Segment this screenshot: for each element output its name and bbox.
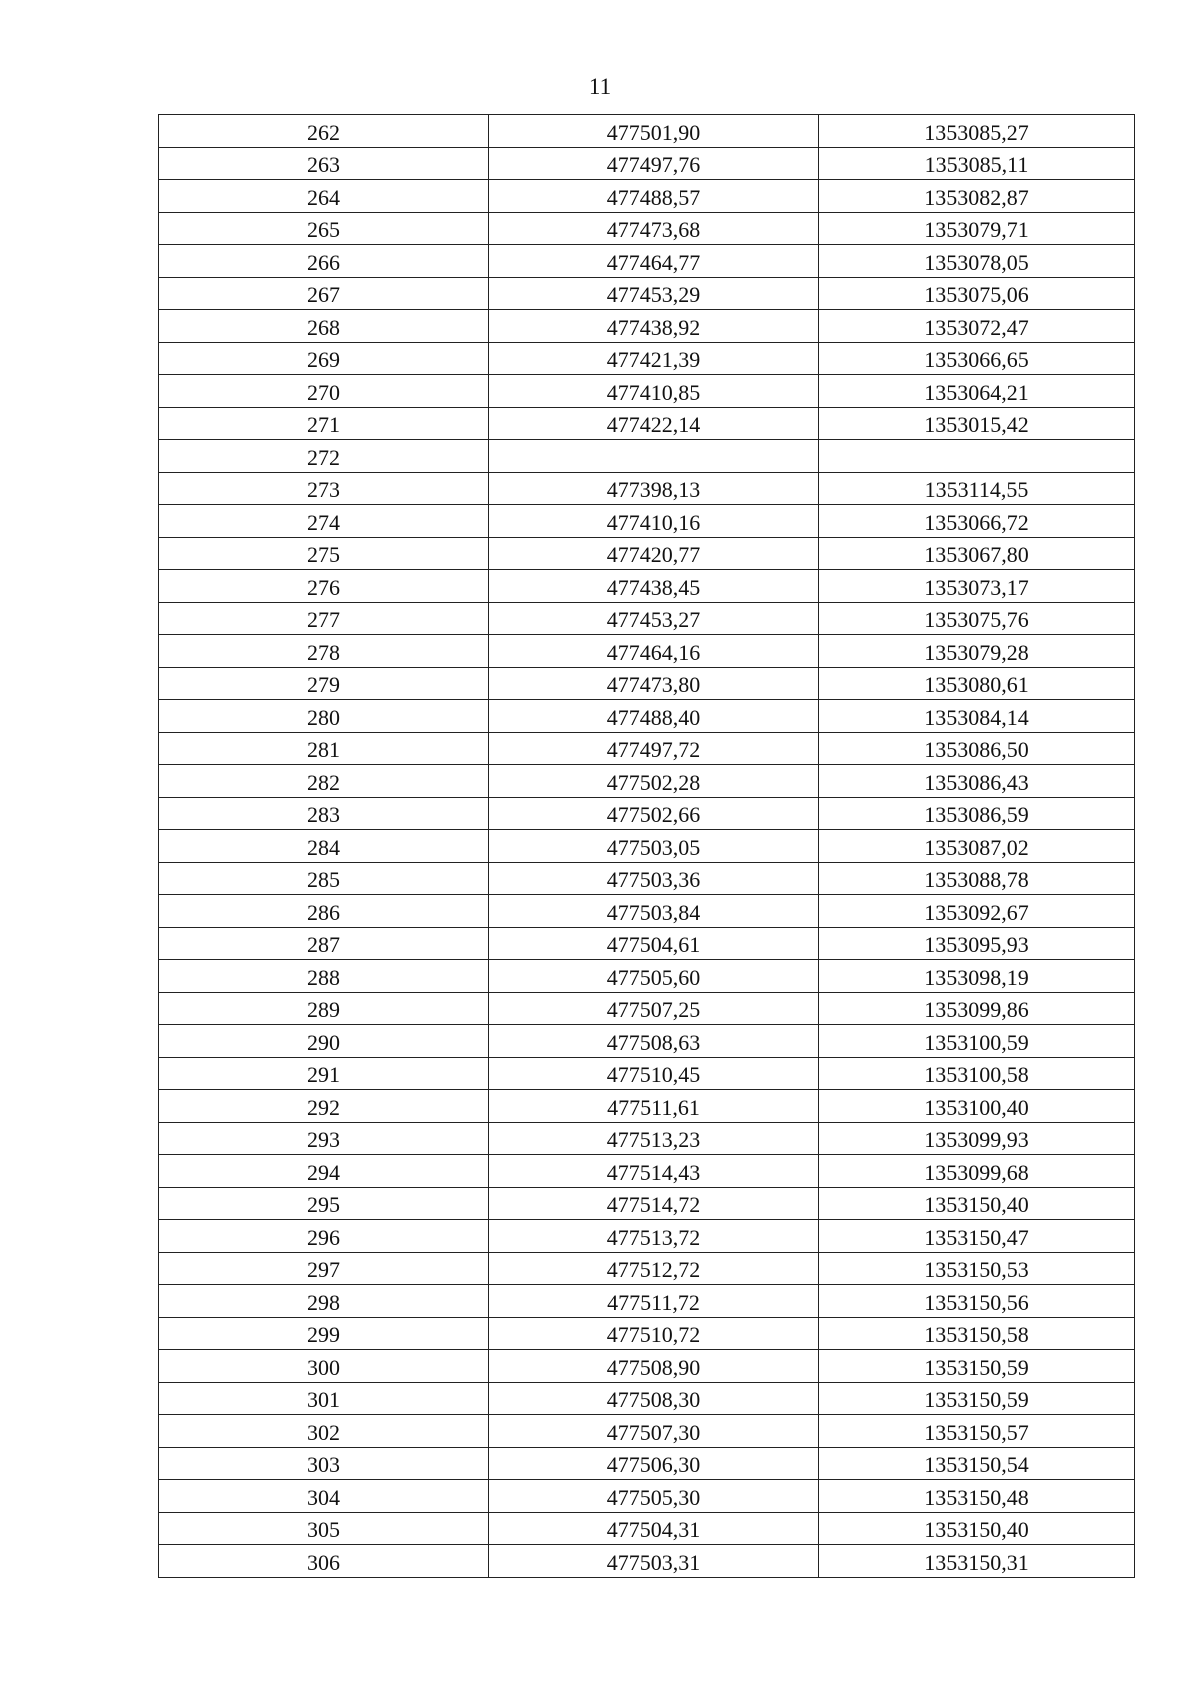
x-coordinate-cell: 477501,90 — [489, 115, 819, 148]
y-coordinate-cell: 1353082,87 — [819, 180, 1135, 213]
y-coordinate-cell: 1353084,14 — [819, 700, 1135, 733]
x-coordinate-cell: 477503,31 — [489, 1545, 819, 1578]
y-coordinate-cell: 1353100,58 — [819, 1057, 1135, 1090]
y-coordinate-cell: 1353075,06 — [819, 277, 1135, 310]
x-coordinate-cell: 477453,29 — [489, 277, 819, 310]
y-coordinate-cell: 1353085,11 — [819, 147, 1135, 180]
point-number-cell: 304 — [159, 1480, 489, 1513]
y-coordinate-cell: 1353066,65 — [819, 342, 1135, 375]
x-coordinate-cell: 477453,27 — [489, 602, 819, 635]
y-coordinate-cell: 1353098,19 — [819, 960, 1135, 993]
table-row — [159, 1025, 1135, 1058]
table-row — [159, 732, 1135, 765]
table-row — [159, 277, 1135, 310]
x-coordinate-cell: 477398,13 — [489, 472, 819, 505]
table-row — [159, 797, 1135, 830]
y-coordinate-cell: 1353086,43 — [819, 765, 1135, 798]
table-row — [159, 1122, 1135, 1155]
table-row — [159, 505, 1135, 538]
table-row — [159, 1155, 1135, 1188]
table-row — [159, 1415, 1135, 1448]
x-coordinate-cell: 477512,72 — [489, 1252, 819, 1285]
x-coordinate-cell: 477508,63 — [489, 1025, 819, 1058]
x-coordinate-cell: 477410,85 — [489, 375, 819, 408]
y-coordinate-cell: 1353150,40 — [819, 1187, 1135, 1220]
table-row — [159, 310, 1135, 343]
table-row — [159, 212, 1135, 245]
table-row — [159, 1187, 1135, 1220]
point-number-cell: 301 — [159, 1382, 489, 1415]
table-row — [159, 472, 1135, 505]
table-row — [159, 1090, 1135, 1123]
x-coordinate-cell: 477510,45 — [489, 1057, 819, 1090]
y-coordinate-cell: 1353114,55 — [819, 472, 1135, 505]
point-number-cell: 303 — [159, 1447, 489, 1480]
x-coordinate-cell: 477508,90 — [489, 1350, 819, 1383]
x-coordinate-cell: 477497,72 — [489, 732, 819, 765]
y-coordinate-cell: 1353150,54 — [819, 1447, 1135, 1480]
y-coordinate-cell: 1353099,68 — [819, 1155, 1135, 1188]
x-coordinate-cell: 477473,80 — [489, 667, 819, 700]
point-number-cell: 300 — [159, 1350, 489, 1383]
y-coordinate-cell: 1353072,47 — [819, 310, 1135, 343]
table-row — [159, 602, 1135, 635]
point-number-cell: 267 — [159, 277, 489, 310]
table-row — [159, 895, 1135, 928]
x-coordinate-cell: 477473,68 — [489, 212, 819, 245]
table-row — [159, 1382, 1135, 1415]
point-number-cell: 276 — [159, 570, 489, 603]
point-number-cell: 272 — [159, 440, 489, 473]
y-coordinate-cell: 1353100,59 — [819, 1025, 1135, 1058]
x-coordinate-cell: 477503,84 — [489, 895, 819, 928]
point-number-cell: 269 — [159, 342, 489, 375]
table-row — [159, 1447, 1135, 1480]
x-coordinate-cell: 477488,57 — [489, 180, 819, 213]
point-number-cell: 293 — [159, 1122, 489, 1155]
point-number-cell: 274 — [159, 505, 489, 538]
table-row — [159, 1285, 1135, 1318]
table-row — [159, 342, 1135, 375]
point-number-cell: 284 — [159, 830, 489, 863]
point-number-cell: 279 — [159, 667, 489, 700]
table-row — [159, 992, 1135, 1025]
y-coordinate-cell: 1353150,59 — [819, 1382, 1135, 1415]
point-number-cell: 268 — [159, 310, 489, 343]
point-number-cell: 299 — [159, 1317, 489, 1350]
table-row — [159, 830, 1135, 863]
table-row — [159, 537, 1135, 570]
x-coordinate-cell: 477505,30 — [489, 1480, 819, 1513]
x-coordinate-cell: 477506,30 — [489, 1447, 819, 1480]
x-coordinate-cell: 477504,31 — [489, 1512, 819, 1545]
y-coordinate-cell: 1353150,59 — [819, 1350, 1135, 1383]
y-coordinate-cell: 1353099,93 — [819, 1122, 1135, 1155]
x-coordinate-cell: 477497,76 — [489, 147, 819, 180]
point-number-cell: 295 — [159, 1187, 489, 1220]
y-coordinate-cell — [819, 440, 1135, 473]
y-coordinate-cell: 1353088,78 — [819, 862, 1135, 895]
y-coordinate-cell: 1353080,61 — [819, 667, 1135, 700]
point-number-cell: 280 — [159, 700, 489, 733]
point-number-cell: 286 — [159, 895, 489, 928]
y-coordinate-cell: 1353095,93 — [819, 927, 1135, 960]
table-row — [159, 245, 1135, 278]
x-coordinate-cell: 477410,16 — [489, 505, 819, 538]
y-coordinate-cell: 1353100,40 — [819, 1090, 1135, 1123]
x-coordinate-cell: 477514,72 — [489, 1187, 819, 1220]
point-number-cell: 264 — [159, 180, 489, 213]
table-row — [159, 1480, 1135, 1513]
point-number-cell: 278 — [159, 635, 489, 668]
y-coordinate-cell: 1353078,05 — [819, 245, 1135, 278]
y-coordinate-cell: 1353150,56 — [819, 1285, 1135, 1318]
y-coordinate-cell: 1353064,21 — [819, 375, 1135, 408]
y-coordinate-cell: 1353079,71 — [819, 212, 1135, 245]
point-number-cell: 287 — [159, 927, 489, 960]
table-row — [159, 1512, 1135, 1545]
x-coordinate-cell: 477422,14 — [489, 407, 819, 440]
x-coordinate-cell: 477502,28 — [489, 765, 819, 798]
point-number-cell: 282 — [159, 765, 489, 798]
y-coordinate-cell: 1353150,57 — [819, 1415, 1135, 1448]
table-row — [159, 635, 1135, 668]
x-coordinate-cell: 477464,77 — [489, 245, 819, 278]
point-number-cell: 305 — [159, 1512, 489, 1545]
x-coordinate-cell: 477502,66 — [489, 797, 819, 830]
x-coordinate-cell: 477507,25 — [489, 992, 819, 1025]
x-coordinate-cell: 477488,40 — [489, 700, 819, 733]
table-row — [159, 700, 1135, 733]
x-coordinate-cell: 477421,39 — [489, 342, 819, 375]
y-coordinate-cell: 1353150,58 — [819, 1317, 1135, 1350]
table-row — [159, 180, 1135, 213]
point-number-cell: 263 — [159, 147, 489, 180]
y-coordinate-cell: 1353150,47 — [819, 1220, 1135, 1253]
table-row — [159, 115, 1135, 148]
table-row — [159, 375, 1135, 408]
point-number-cell: 289 — [159, 992, 489, 1025]
x-coordinate-cell: 477513,72 — [489, 1220, 819, 1253]
y-coordinate-cell: 1353150,40 — [819, 1512, 1135, 1545]
point-number-cell: 262 — [159, 115, 489, 148]
table-row — [159, 667, 1135, 700]
table-row — [159, 927, 1135, 960]
x-coordinate-cell: 477438,45 — [489, 570, 819, 603]
y-coordinate-cell: 1353067,80 — [819, 537, 1135, 570]
point-number-cell: 298 — [159, 1285, 489, 1318]
point-number-cell: 290 — [159, 1025, 489, 1058]
table-row — [159, 1057, 1135, 1090]
point-number-cell: 306 — [159, 1545, 489, 1578]
x-coordinate-cell: 477508,30 — [489, 1382, 819, 1415]
x-coordinate-cell: 477514,43 — [489, 1155, 819, 1188]
y-coordinate-cell: 1353150,48 — [819, 1480, 1135, 1513]
table-row — [159, 960, 1135, 993]
point-number-cell: 275 — [159, 537, 489, 570]
point-number-cell: 270 — [159, 375, 489, 408]
y-coordinate-cell: 1353015,42 — [819, 407, 1135, 440]
table-row — [159, 1317, 1135, 1350]
point-number-cell: 288 — [159, 960, 489, 993]
coordinates-table — [158, 114, 1135, 1578]
point-number-cell: 302 — [159, 1415, 489, 1448]
y-coordinate-cell: 1353150,31 — [819, 1545, 1135, 1578]
x-coordinate-cell: 477503,05 — [489, 830, 819, 863]
x-coordinate-cell: 477513,23 — [489, 1122, 819, 1155]
x-coordinate-cell: 477511,72 — [489, 1285, 819, 1318]
y-coordinate-cell: 1353085,27 — [819, 115, 1135, 148]
y-coordinate-cell: 1353075,76 — [819, 602, 1135, 635]
x-coordinate-cell: 477464,16 — [489, 635, 819, 668]
coordinates-table-body — [159, 115, 1135, 1578]
table-row — [159, 440, 1135, 473]
table-row — [159, 147, 1135, 180]
point-number-cell: 297 — [159, 1252, 489, 1285]
table-row — [159, 407, 1135, 440]
y-coordinate-cell: 1353099,86 — [819, 992, 1135, 1025]
y-coordinate-cell: 1353073,17 — [819, 570, 1135, 603]
table-row — [159, 570, 1135, 603]
table-row — [159, 1350, 1135, 1383]
x-coordinate-cell: 477438,92 — [489, 310, 819, 343]
point-number-cell: 265 — [159, 212, 489, 245]
y-coordinate-cell: 1353079,28 — [819, 635, 1135, 668]
point-number-cell: 294 — [159, 1155, 489, 1188]
y-coordinate-cell: 1353066,72 — [819, 505, 1135, 538]
y-coordinate-cell: 1353092,67 — [819, 895, 1135, 928]
point-number-cell: 266 — [159, 245, 489, 278]
table-row — [159, 1252, 1135, 1285]
x-coordinate-cell: 477507,30 — [489, 1415, 819, 1448]
page-number: 11 — [588, 74, 612, 99]
table-row — [159, 765, 1135, 798]
x-coordinate-cell — [489, 440, 819, 473]
y-coordinate-cell: 1353086,59 — [819, 797, 1135, 830]
x-coordinate-cell: 477511,61 — [489, 1090, 819, 1123]
x-coordinate-cell: 477510,72 — [489, 1317, 819, 1350]
table-row — [159, 1220, 1135, 1253]
point-number-cell: 283 — [159, 797, 489, 830]
point-number-cell: 291 — [159, 1057, 489, 1090]
x-coordinate-cell: 477505,60 — [489, 960, 819, 993]
point-number-cell: 281 — [159, 732, 489, 765]
x-coordinate-cell: 477503,36 — [489, 862, 819, 895]
y-coordinate-cell: 1353086,50 — [819, 732, 1135, 765]
x-coordinate-cell: 477420,77 — [489, 537, 819, 570]
point-number-cell: 292 — [159, 1090, 489, 1123]
y-coordinate-cell: 1353087,02 — [819, 830, 1135, 863]
table-row — [159, 1545, 1135, 1578]
point-number-cell: 277 — [159, 602, 489, 635]
point-number-cell: 271 — [159, 407, 489, 440]
point-number-cell: 273 — [159, 472, 489, 505]
table-row — [159, 862, 1135, 895]
y-coordinate-cell: 1353150,53 — [819, 1252, 1135, 1285]
point-number-cell: 296 — [159, 1220, 489, 1253]
x-coordinate-cell: 477504,61 — [489, 927, 819, 960]
point-number-cell: 285 — [159, 862, 489, 895]
